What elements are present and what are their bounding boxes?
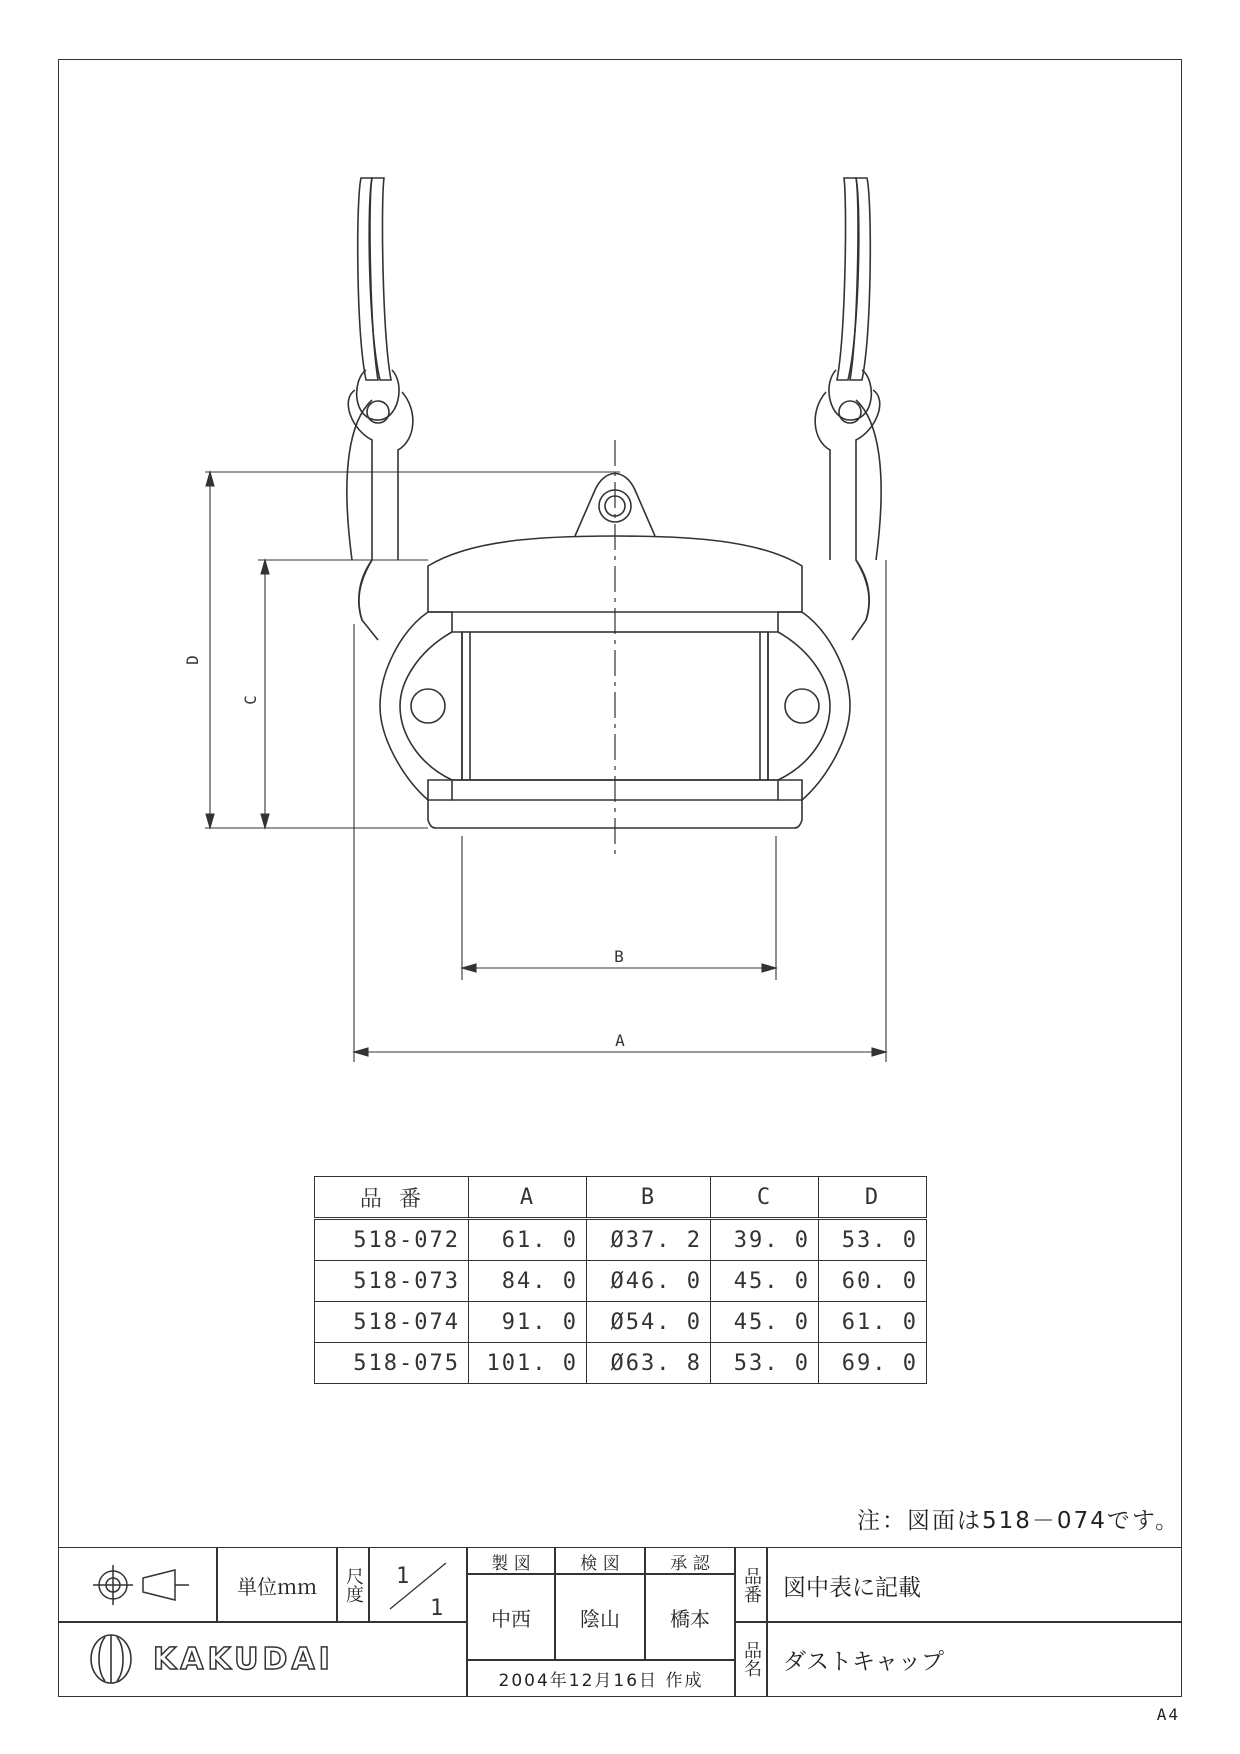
value-cell: 101. 0 [469,1343,587,1384]
spec-header: A [469,1177,587,1219]
dim-label-b: B [614,947,624,966]
projection-symbol [58,1547,218,1623]
scale-fraction [370,1549,466,1621]
unit-cell: 単位ｍｍ [216,1547,338,1623]
right-ear [768,612,850,800]
drawn-by: 中西 [466,1573,556,1661]
drawing-note: 注：図面は518－074です。 [857,1508,1180,1534]
part-number-cell: 518-072 [315,1219,469,1261]
value-cell: Ø54. 0 [587,1302,711,1343]
checked-label: 検 図 [554,1547,646,1575]
value-cell: Ø46. 0 [587,1261,711,1302]
date-created: 2004年12月16日 作成 [466,1659,736,1697]
left-ear [380,612,462,800]
value-cell: 53. 0 [711,1343,819,1384]
scale-denominator: 1 [430,1596,444,1621]
title-block [58,1547,1182,1697]
value-cell: 45. 0 [711,1302,819,1343]
table-row [315,1261,927,1302]
right-lever-handle [815,178,881,620]
paper-size: A4 [1156,1705,1180,1724]
part-no-value: 図中表に記載 [766,1547,1182,1623]
spec-header: 品 番 [315,1177,469,1219]
table-row [315,1219,927,1261]
drawn-label: 製 図 [466,1547,556,1575]
part-name-value: ダストキャップ [766,1621,1182,1697]
third-angle-projection-icon [83,1560,193,1610]
approved-label: 承 認 [644,1547,736,1575]
checked-by: 陰山 [554,1573,646,1661]
part-number-cell: 518-075 [315,1343,469,1384]
dim-label-d: D [183,655,202,665]
left-lever-handle [347,178,413,620]
value-cell: 91. 0 [469,1302,587,1343]
value-cell: 84. 0 [469,1261,587,1302]
part-number-cell: 518-074 [315,1302,469,1343]
part-no-label: 品番 [734,1547,768,1623]
value-cell: 45. 0 [711,1261,819,1302]
kakudai-logo-icon [89,1633,133,1685]
part-name-label: 品名 [734,1621,768,1697]
spec-header: C [711,1177,819,1219]
dim-label-c: C [241,695,260,705]
value-cell: 53. 0 [819,1219,927,1261]
approved-by: 橋本 [644,1573,736,1661]
value-cell: 39. 0 [711,1219,819,1261]
scale-cell [368,1547,468,1623]
dimension-lines [205,472,886,1062]
spec-header: B [587,1177,711,1219]
logo-wordmark: KAKUDAI [153,1641,334,1677]
table-row [315,1302,927,1343]
value-cell: 61. 0 [469,1219,587,1261]
value-cell: 60. 0 [819,1261,927,1302]
value-cell: Ø37. 2 [587,1219,711,1261]
part-number-cell: 518-073 [315,1261,469,1302]
spec-header: D [819,1177,927,1219]
scale-label: 尺度 [336,1547,370,1623]
table-row [315,1343,927,1384]
dim-label-a: A [615,1031,625,1050]
logo-cell [58,1621,468,1697]
scale-numerator: 1 [396,1564,410,1589]
value-cell: 61. 0 [819,1302,927,1343]
value-cell: 69. 0 [819,1343,927,1384]
spec-table [314,1176,927,1384]
value-cell: Ø63. 8 [587,1343,711,1384]
